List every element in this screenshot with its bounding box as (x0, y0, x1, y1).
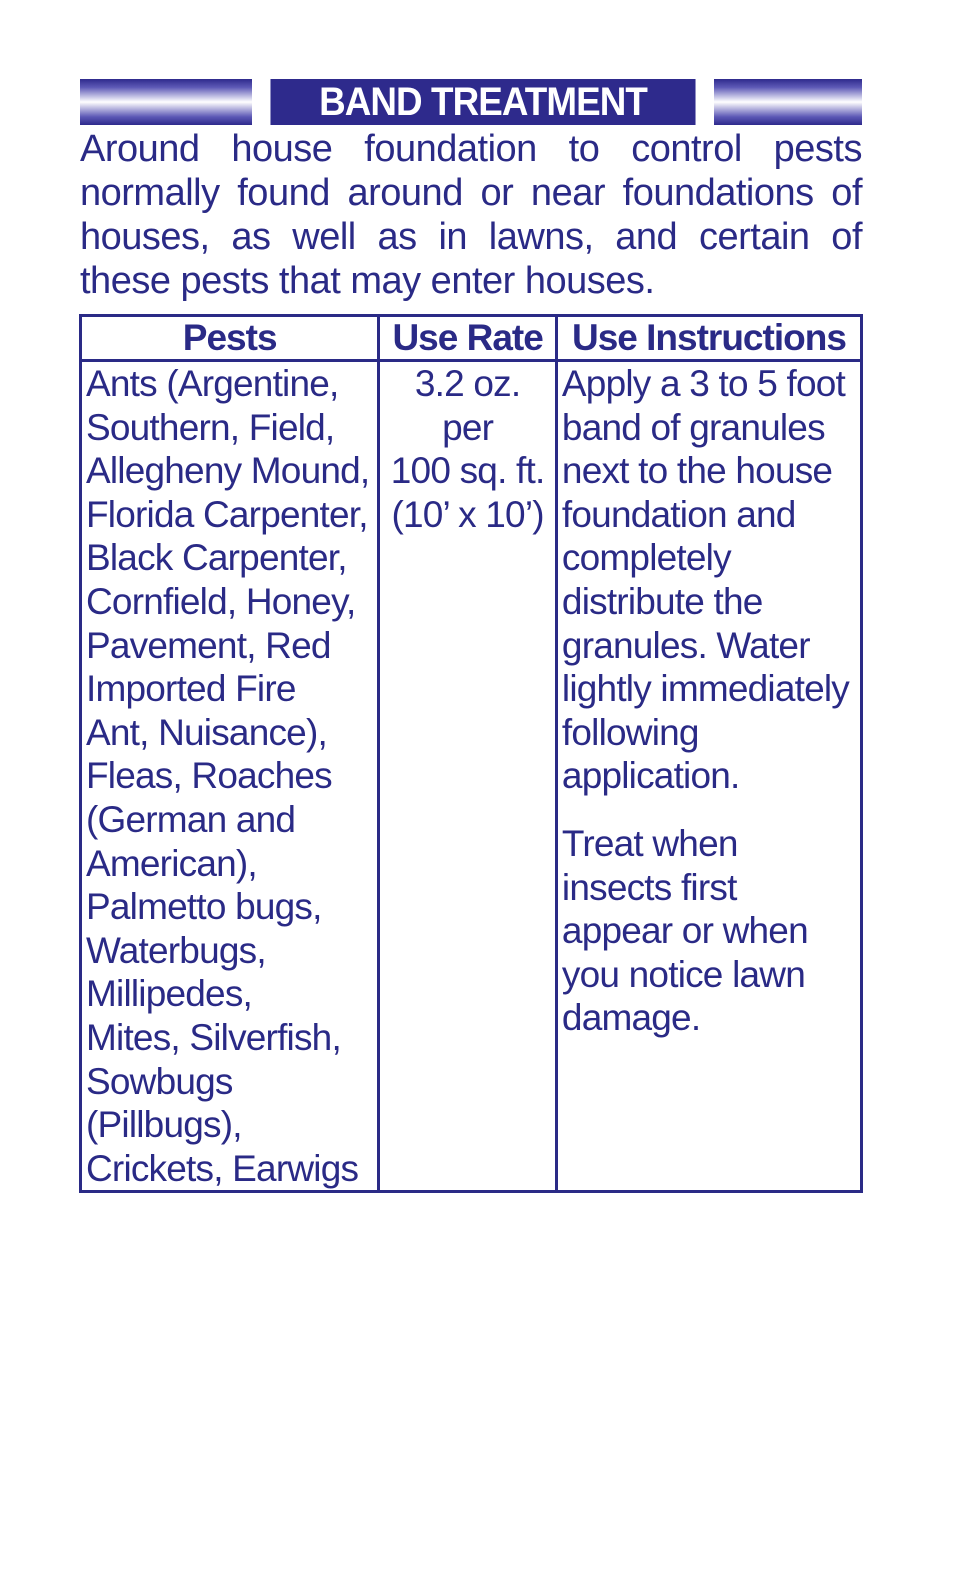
instruction-line: damage. (561, 997, 701, 1039)
paragraph-gap (562, 798, 856, 822)
pest-line: (Pillbugs), (86, 1104, 242, 1146)
instruction-line: following (561, 711, 699, 753)
pest-line: Florida Carpenter, (86, 493, 368, 535)
use-rate-line: (10’ x 10’) (391, 493, 544, 535)
instruction-line: lightly immediately (561, 668, 849, 710)
section-title: BAND TREATMENT (270, 79, 695, 125)
instruction-line: you notice lawn (561, 953, 805, 995)
banner-gradient-right (714, 79, 862, 125)
instruction-line: application. (561, 755, 740, 797)
use-instructions-cell (556, 361, 861, 1192)
use-rate-cell (379, 361, 557, 1192)
pest-line: Sowbugs (86, 1060, 233, 1102)
instruction-line: insects first (561, 866, 737, 908)
instruction-line: granules. Water (561, 624, 810, 666)
use-rate-line: 3.2 oz. (414, 363, 521, 404)
section-banner (80, 79, 862, 125)
pest-line: Allegheny Mound, (86, 450, 370, 492)
pest-line: Mites, Silverfish, (86, 1016, 341, 1058)
header-use-rate: Use Rate (379, 316, 557, 361)
instruction-line: distribute the (561, 580, 763, 622)
pest-line: Crickets, Earwigs (86, 1147, 359, 1189)
pest-line: Millipedes, (86, 973, 252, 1015)
table-header-row (81, 316, 862, 361)
pest-line: Ant, Nuisance), (86, 711, 327, 753)
use-rate-line: 100 sq. ft. (390, 450, 545, 492)
instruction-line: Treat when (561, 822, 738, 864)
table-row (81, 361, 862, 1192)
header-pests: Pests (81, 316, 379, 361)
pest-line: Cornfield, Honey, (86, 580, 356, 622)
treatment-table (79, 314, 863, 1193)
pest-line: Pavement, Red (86, 624, 331, 666)
pest-line: Fleas, Roaches (86, 755, 332, 797)
pest-line: Imported Fire (86, 668, 296, 710)
intro-paragraph: Around house foundation to control pests normally found around or near foundations of houses, as well as in lawns, and certain of these pests that may enter houses. (80, 128, 862, 302)
instruction-line: completely (561, 537, 731, 579)
pest-line: (German and (86, 798, 296, 840)
instruction-line: band of granules (561, 406, 825, 448)
pest-line: Southern, Field, (86, 406, 335, 448)
pest-line: Ants (Argentine, (86, 363, 339, 404)
pests-cell (81, 361, 379, 1192)
pest-line: Palmetto bugs, (86, 886, 322, 928)
banner-gradient-left (80, 79, 252, 125)
pest-line: Black Carpenter, (86, 537, 347, 579)
instruction-line: foundation and (561, 493, 796, 535)
instruction-line: appear or when (561, 910, 808, 952)
pest-line: American), (86, 842, 257, 884)
use-rate-line: per (442, 406, 494, 448)
pest-line: Waterbugs, (86, 929, 266, 971)
header-use-instructions: Use Instructions (556, 316, 861, 361)
instruction-line: next to the house (561, 450, 833, 492)
instruction-line: Apply a 3 to 5 foot (561, 363, 845, 404)
